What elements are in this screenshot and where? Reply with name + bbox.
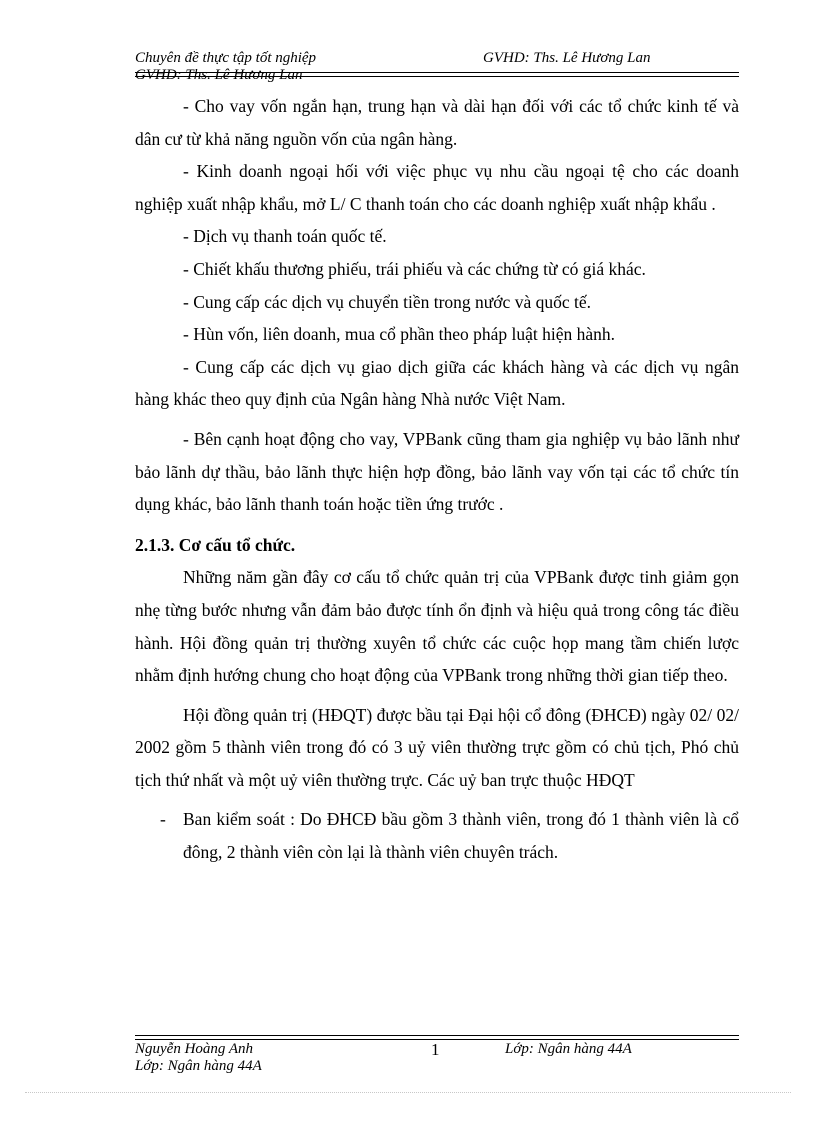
footer-class: Lớp: Ngân hàng 44A — [135, 1058, 262, 1074]
paragraph: Những năm gần đây cơ cấu tổ chức quản trị của VPBank được tinh giảm gọn nhẹ từng bước nhưng vẫn đảm bảo được tính ổn định và hiệu quả trong công tác điều hành. Hội đồng quản trị thường xuyên tổ chức các cuộc họp mang tầm chiến lược nhằm định hướng chung cho hoạt động của VPBank trong những thời gian tiếp theo. — [135, 567, 739, 686]
header-title: Chuyên đề thực tập tốt nghiệp — [135, 50, 317, 66]
header-supervisor: GVHD: Ths. Lê Hương Lan — [483, 50, 651, 66]
footer-class-right: Lớp: Ngân hàng 44A — [505, 1041, 632, 1057]
header-rule — [135, 76, 739, 77]
page-number: 1 — [431, 1040, 440, 1059]
paragraph: - Cung cấp các dịch vụ giao dịch giữa các khách hàng và các dịch vụ ngân hàng khác theo quy định của Ngân hàng Nhà nước Việt Nam. — [135, 356, 739, 410]
header-rule — [135, 72, 739, 73]
paragraph: - Dịch vụ thanh toán quốc tế. — [183, 226, 387, 247]
body-content — [135, 90, 739, 869]
bullet-item — [135, 803, 739, 868]
paragraph: - Cung cấp các dịch vụ chuyển tiền trong nước và quốc tế. — [183, 291, 591, 312]
paragraph: - Chiết khấu thương phiếu, trái phiếu và các chứng từ có giá khác. — [183, 258, 646, 279]
paragraph: - Hùn vốn, liên doanh, mua cổ phần theo pháp luật hiện hành. — [183, 324, 616, 345]
paragraph: - Cho vay vốn ngắn hạn, trung hạn và dài hạn đối với các tổ chức kinh tế và dân cư từ khả năng nguồn vốn của ngân hàng. — [135, 96, 739, 149]
page-edge-divider — [25, 1092, 791, 1093]
footer-rule — [135, 1035, 739, 1036]
section-heading: 2.1.3. Cơ cấu tổ chức. — [135, 534, 296, 555]
paragraph: - Bên cạnh hoạt động cho vay, VPBank cũng tham gia nghiệp vụ bảo lãnh như bảo lãnh dự thầu, bảo lãnh thực hiện hợp đồng, bảo lãnh vay vốn tại các tổ chức tín dụng khác, bảo lãnh thanh toán hoặc tiền ứng trước . — [135, 428, 739, 515]
header-supervisor-repeat: GVHD: Ths. Lê Hương Lan — [135, 67, 303, 83]
paragraph: Hội đồng quản trị (HĐQT) được bầu tại Đại hội cổ đông (ĐHCĐ) ngày 02/ 02/ 2002 gồm 5 thành viên trong đó có 3 uỷ viên thường trực gồm có chủ tịch, Phó chủ tịch thứ nhất và một uỷ viên thường trực. Các uỷ ban trực thuộc HĐQT — [135, 704, 739, 790]
footer-author: Nguyễn Hoàng Anh — [135, 1041, 254, 1057]
bullet-marker: - — [160, 809, 166, 830]
paragraph: - Kinh doanh ngoại hối với việc phục vụ nhu cầu ngoại tệ cho các doanh nghiệp xuất nhập khẩu, mở L/ C thanh toán cho các doanh nghiệp xuất nhập khẩu . — [135, 161, 739, 214]
bullet-text: Ban kiểm soát : Do ĐHCĐ bầu gồm 3 thành viên, trong đó 1 thành viên là cổ đông, 2 thành viên còn lại là thành viên chuyên trách. — [183, 809, 739, 863]
